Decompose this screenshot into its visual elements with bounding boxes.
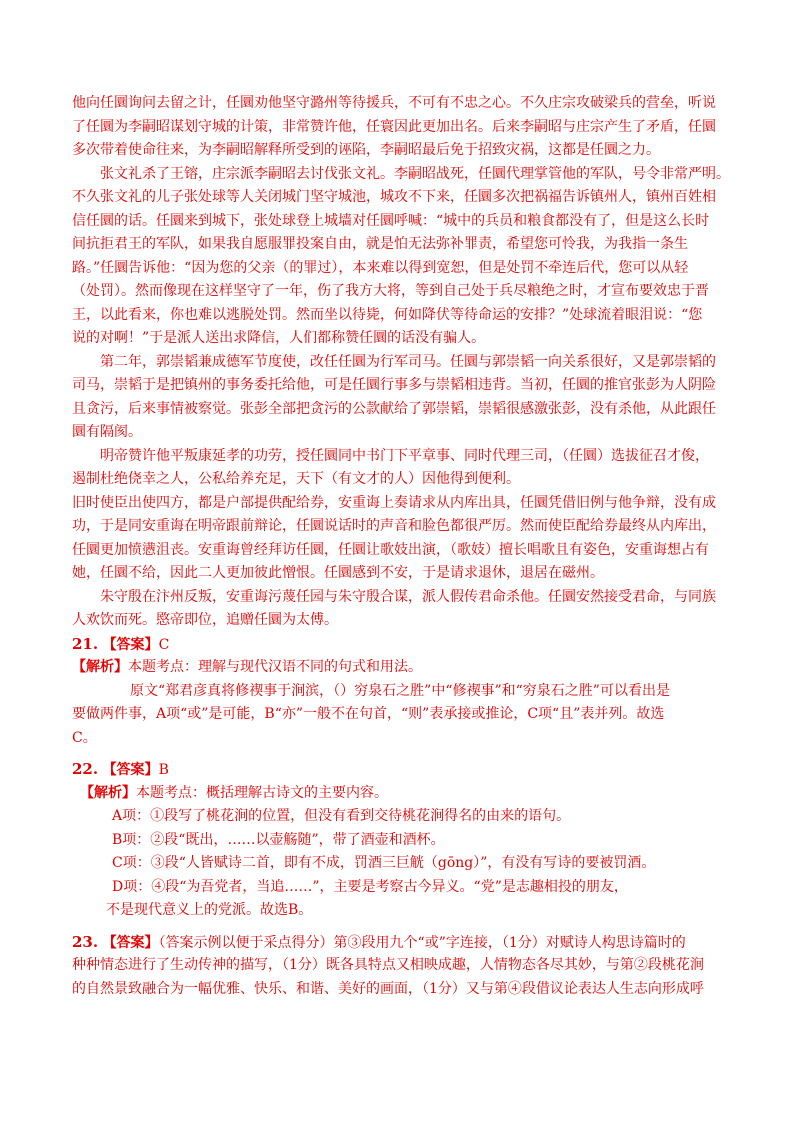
passage-line: 圜有隔阂。	[72, 424, 142, 440]
answer-line: 的自然景致融合为一幅优雅、快乐、和谐、美好的画面，（1分）又与第④段借议论表达人生志向形成呼	[72, 980, 704, 997]
passage-line: 第二年，郭崇韬兼成德军节度使，改任任圜为行军司马。任圜与郭崇韬一向关系很好，又是郭崇韬的	[100, 353, 716, 370]
answer-tag: 【答案】	[102, 762, 159, 778]
passage-line: 明帝赞许他平叛康延孝的功劳，授任圜同中书门下平章事、同时代理三司，（任圜）选拔征召才俊，	[100, 447, 709, 464]
passage-line: 遏制杜绝侥幸之人，公私给养充足，天下（有文才的人）因他得到便利。	[72, 471, 520, 487]
option-b: B项：②段“既出，……以壶觞随”，带了酒壶和酒杯。	[112, 831, 445, 848]
passage-line: 人欢饮而死。愍帝即位，追赠任圜为太傅。	[72, 612, 338, 628]
passage-line: 间抗拒君王的军队，如果我自愿服罪投案自由，就是怕无法弥补罪责，希望您可怜我，为我指一条生	[72, 236, 688, 252]
passage-line: 功，于是同安重诲在明帝跟前辩论，任圜说话时的声音和脸色都很严厉。然而使臣配给券最终从内库出，	[72, 518, 716, 534]
passage-line: 任圜更加愤懑沮丧。安重诲曾经拜访任圜，任圜让歌妓出演，（歌妓）擅长唱歌且有姿色，安重诲想占有	[72, 541, 709, 558]
analysis-body-line: 要做两件事，A项“或”是可能，B“亦”一般不在句首，“则”表承接或推论，C项“且”表并列。故选	[72, 706, 665, 722]
passage-line: 朱守殷在汴州反叛，安重诲污蔑任园与朱守殷合谋，派人假传君命杀他。任圜安然接受君命，与同族	[100, 588, 716, 605]
answer-value: B	[158, 762, 169, 778]
translation-passage	[72, 92, 732, 633]
question-number: 23.	[72, 932, 99, 951]
question-number: 21.	[72, 634, 99, 653]
passage-line: 司马，崇韬于是把镇州的事务委托给他，可是任圜行事多与崇韬相违背。当初，任圜的推官张彭为人阴险	[72, 377, 716, 393]
question-22	[72, 758, 732, 923]
analysis-tag: 【解析】	[72, 659, 128, 675]
passage-line: 了任圜为李嗣昭谋划守城的计策，非常赞许他，任寰因此更加出名。后来李嗣昭与庄宗产生了矛盾，任圜	[72, 118, 716, 135]
analysis-text: 本题考点：概括理解古诗文的主要内容。	[136, 784, 388, 801]
question-number: 22.	[72, 760, 99, 778]
passage-line: 路。”任圜告诉他：“因为您的父亲（的罪过），本来难以得到宽恕，但是处罚不牵连后代，您可以从轻	[72, 259, 689, 276]
analysis-text: 本题考点：理解与现代汉语不同的句式和用法。	[128, 659, 422, 675]
option-d-continued: 不是现代意义上的党派。故选B。	[106, 902, 313, 918]
answer-value: C	[158, 636, 170, 653]
passage-line: 旧时使臣出使四方，都是户部提供配给券，安重诲上奏请求从内库出具，任圜凭借旧例与他争辩，没有成	[72, 494, 716, 511]
passage-line: 不久张文礼的儿子张处球等人关闭城门坚守城池，城攻不下来，任圜多次把祸福告诉镇州人，镇州百姓相	[72, 189, 716, 205]
answer-line: 种种情态进行了生动传神的描写，（1分）既各具特点又相映成趣，人情物态各尽其妙，与第②段桃花涧	[72, 957, 704, 973]
answer-tag: 【答案】	[102, 934, 159, 951]
document-page	[72, 92, 732, 1001]
answer-text: （答案示例以便于采点得分）第③段用九个“或”字连接，（1分）对赋诗人构思诗篇时的	[158, 934, 686, 951]
passage-line: 他向任圜询问去留之计，任圜劝他坚守潞州等待援兵，不可有不忠之心。不久庄宗攻破梁兵的营垒，听说	[72, 95, 716, 111]
analysis-body-line: 原文“郑君彦真将修禊事于涧滨，（）穷泉石之胜”中“修禊事”和“穷泉石之胜”可以看出是	[130, 682, 670, 699]
question-23	[72, 931, 732, 1002]
passage-line: 多次带着使命往来，为李嗣昭解释所受到的诬陷，李嗣昭最后免于招致灾祸，这都是任圜之力。	[72, 142, 660, 158]
passage-line: （处罚）。然而像现在这样坚守了一年，伤了我方大将，等到自己处于兵尽粮绝之时，才宣布要效忠于晋	[72, 283, 709, 299]
passage-line: 张文礼杀了王镕，庄宗派李嗣昭去讨伐张文礼。李嗣昭战死，任圜代理掌管他的军队，号令非常严明。	[100, 165, 730, 182]
analysis-tag: 【解析】	[80, 784, 136, 801]
passage-line: 信任圜的话。任圜来到城下，张处球登上城墙对任圜呼喊：“城中的兵员和粮食都没有了，但是这么长时	[72, 212, 710, 229]
question-21	[72, 633, 732, 751]
answer-tag: 【答案】	[102, 636, 159, 653]
option-c: C项：③段“人皆赋诗二首，即有不成，罚酒三巨觥（gōng）”，有没有写诗的要被罚酒。	[112, 855, 656, 871]
option-d: D项：④段“为吾党者，当追……”，主要是考察古今异义。“党”是志趣相投的朋友，	[112, 878, 628, 895]
passage-line: 且贪污，后来事情被察觉。张彭全部把贪污的公款献给了郭崇韬，崇韬很感激张彭，没有杀他，从此跟任	[72, 400, 716, 417]
analysis-body-line: C。	[72, 729, 97, 746]
passage-line: 王，以此看来，你也难以逃脱处罚。然而坐以待毙，何如降伏等待命运的安排？”处球流着眼泪说：“您	[72, 306, 703, 323]
option-a: A项：①段写了桃花涧的位置，但没有看到交待桃花涧得名的由来的语句。	[112, 808, 571, 824]
passage-line: 说的对啊！”于是派人送出求降信，人们都称赞任圜的话没有骗人。	[72, 330, 486, 346]
passage-line: 她，任圜不给，因此二人更加彼此憎恨。任圜感到不安，于是请求退休，退居在磁州。	[72, 565, 604, 581]
